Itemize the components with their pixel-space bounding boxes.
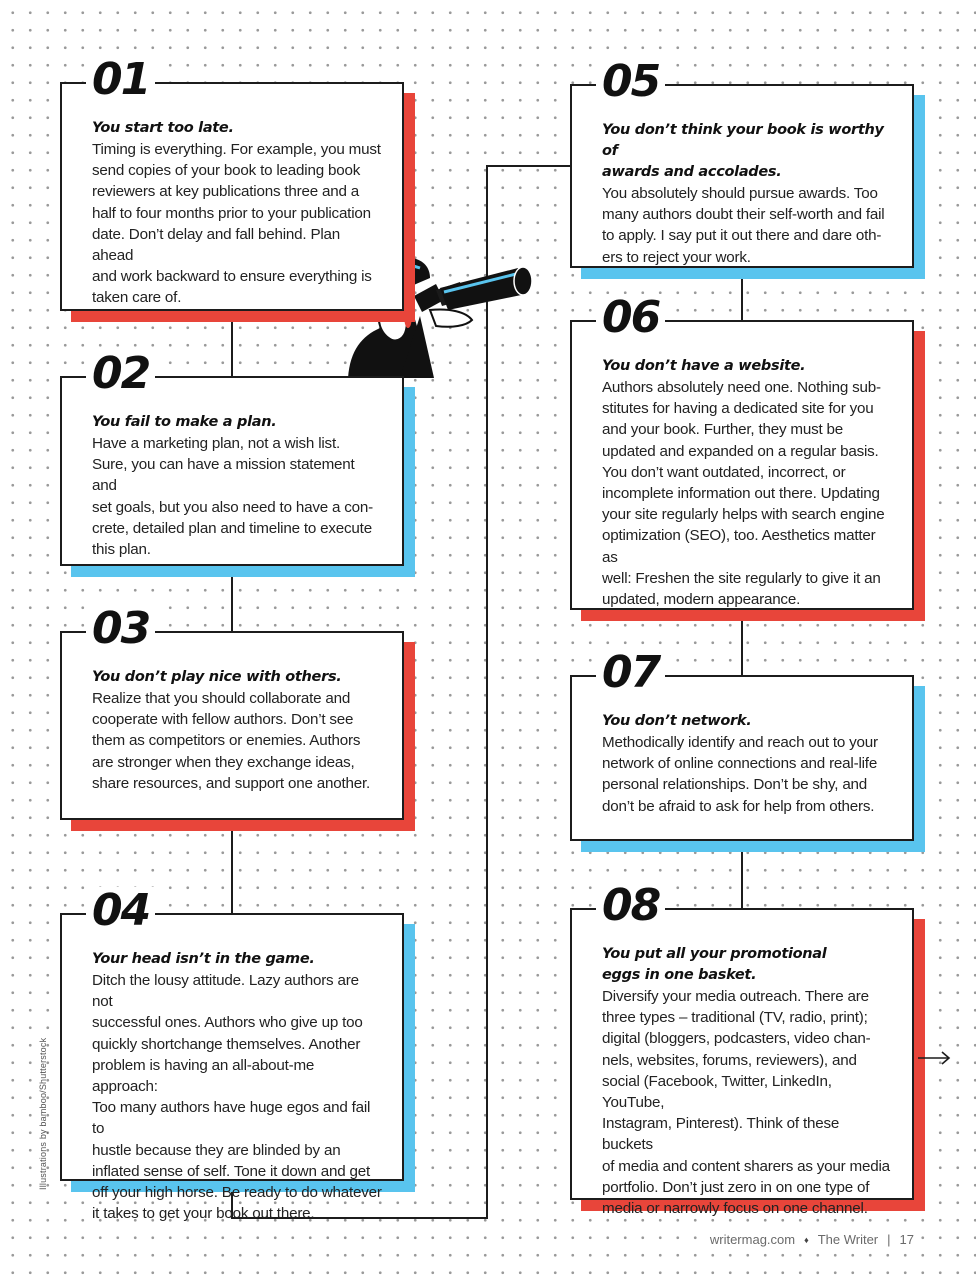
tip-heading: You don’t have a website. <box>602 358 806 374</box>
footer-page-number: 17 <box>899 1232 914 1247</box>
arrow-right-icon <box>918 1051 952 1065</box>
tip-number: 07 <box>596 649 665 697</box>
tip-heading: You start too late. <box>92 120 234 136</box>
tip-number: 02 <box>86 350 155 398</box>
tip-number: 01 <box>86 56 155 104</box>
tip-number: 03 <box>86 605 155 653</box>
footer-site: writermag.com <box>709 1232 796 1247</box>
tip-body: Have a marketing plan, not a wish list. Sure, you can have a mission statement and set goals, but you also need to have a con- crete, detailed plan and timeline to execute this plan. <box>92 435 374 559</box>
tip-heading: You don’t think your book is worthy of awards and accolades. <box>602 122 884 180</box>
tip-body: Ditch the lousy attitude. Lazy authors are not successful ones. Authors who give up too quickly shortchange themselves. Another problem is having an all-about-me approach: Too many authors have huge egos and fail to hustle because they are blinded by an inflated sense of self. Tone it down and get off your high horse. Be ready to do whatever it takes to get your book out there. <box>92 972 382 1223</box>
footer-magazine: The Writer <box>817 1232 879 1247</box>
tip-body: Realize that you should collaborate and cooperate with fellow authors. Don’t see them as competitors or enemies. Authors are stronger when they exchange ideas, share resources, and support one another. <box>92 690 371 792</box>
tip-number: 04 <box>86 887 155 935</box>
illustration-credit: Illustrations by bamboo/Shutterstock <box>38 1037 48 1190</box>
tip-body: Diversify your media outreach. There are three types – traditional (TV, radio, print); digital (bloggers, podcasters, video chan- nels, websites, forums, reviewers), and social (Facebook, Twitter, LinkedIn, YouTube, Instagram, Pinterest). Think of these buckets of media and content sharers as your media portfolio. Don’t just zero in on one type of media or narrowly focus on one channel. <box>602 988 890 1218</box>
tip-heading: Your head isn’t in the game. <box>92 951 315 967</box>
tip-card-01 <box>60 54 404 311</box>
tip-number: 08 <box>596 882 665 930</box>
tip-card-04 <box>60 885 404 1223</box>
tip-body: Authors absolutely need one. Nothing sub- stitutes for having a dedicated site for you and your book. Further, they must be updated and expanded on a regular basis. You don’t want outdated, incorrect, or incomplete information out there. Updating your site regularly helps with search engine optimization (SEO), too. Aesthetics matter as well: Freshen the site regularly to give it an updated, modern appearance. <box>602 379 885 609</box>
footer-divider: | <box>887 1232 891 1247</box>
tip-card-07 <box>570 647 914 841</box>
tip-body: Timing is everything. For example, you must send copies of your book to leading book reviewers at key publications three and a half to four months prior to your publication date. Don’t delay and fall behind. Plan ahead and work backward to ensure everything is taken care of. <box>92 141 381 307</box>
tip-heading: You don’t play nice with others. <box>92 669 342 685</box>
tip-body: You absolutely should pursue awards. Too many authors doubt their self-worth and fail to apply. I say put it out there and dare oth- ers to reject your work. <box>602 185 885 266</box>
tip-card-05 <box>570 56 914 268</box>
tip-number: 06 <box>596 294 665 342</box>
tip-heading: You put all your promotional eggs in one basket. <box>602 946 827 983</box>
tip-number: 05 <box>596 58 665 106</box>
page-footer <box>704 1232 920 1247</box>
tip-card-02 <box>60 348 404 566</box>
tip-heading: You fail to make a plan. <box>92 414 277 430</box>
tip-body: Methodically identify and reach out to your network of online connections and real-life personal relationships. Don’t be shy, and don’t be afraid to ask for help from others. <box>602 734 878 815</box>
tip-card-03 <box>60 603 404 820</box>
bullet-icon: ♦ <box>804 1234 809 1245</box>
tip-heading: You don’t network. <box>602 713 752 729</box>
tip-card-08 <box>570 880 914 1218</box>
tip-card-06 <box>570 292 914 610</box>
